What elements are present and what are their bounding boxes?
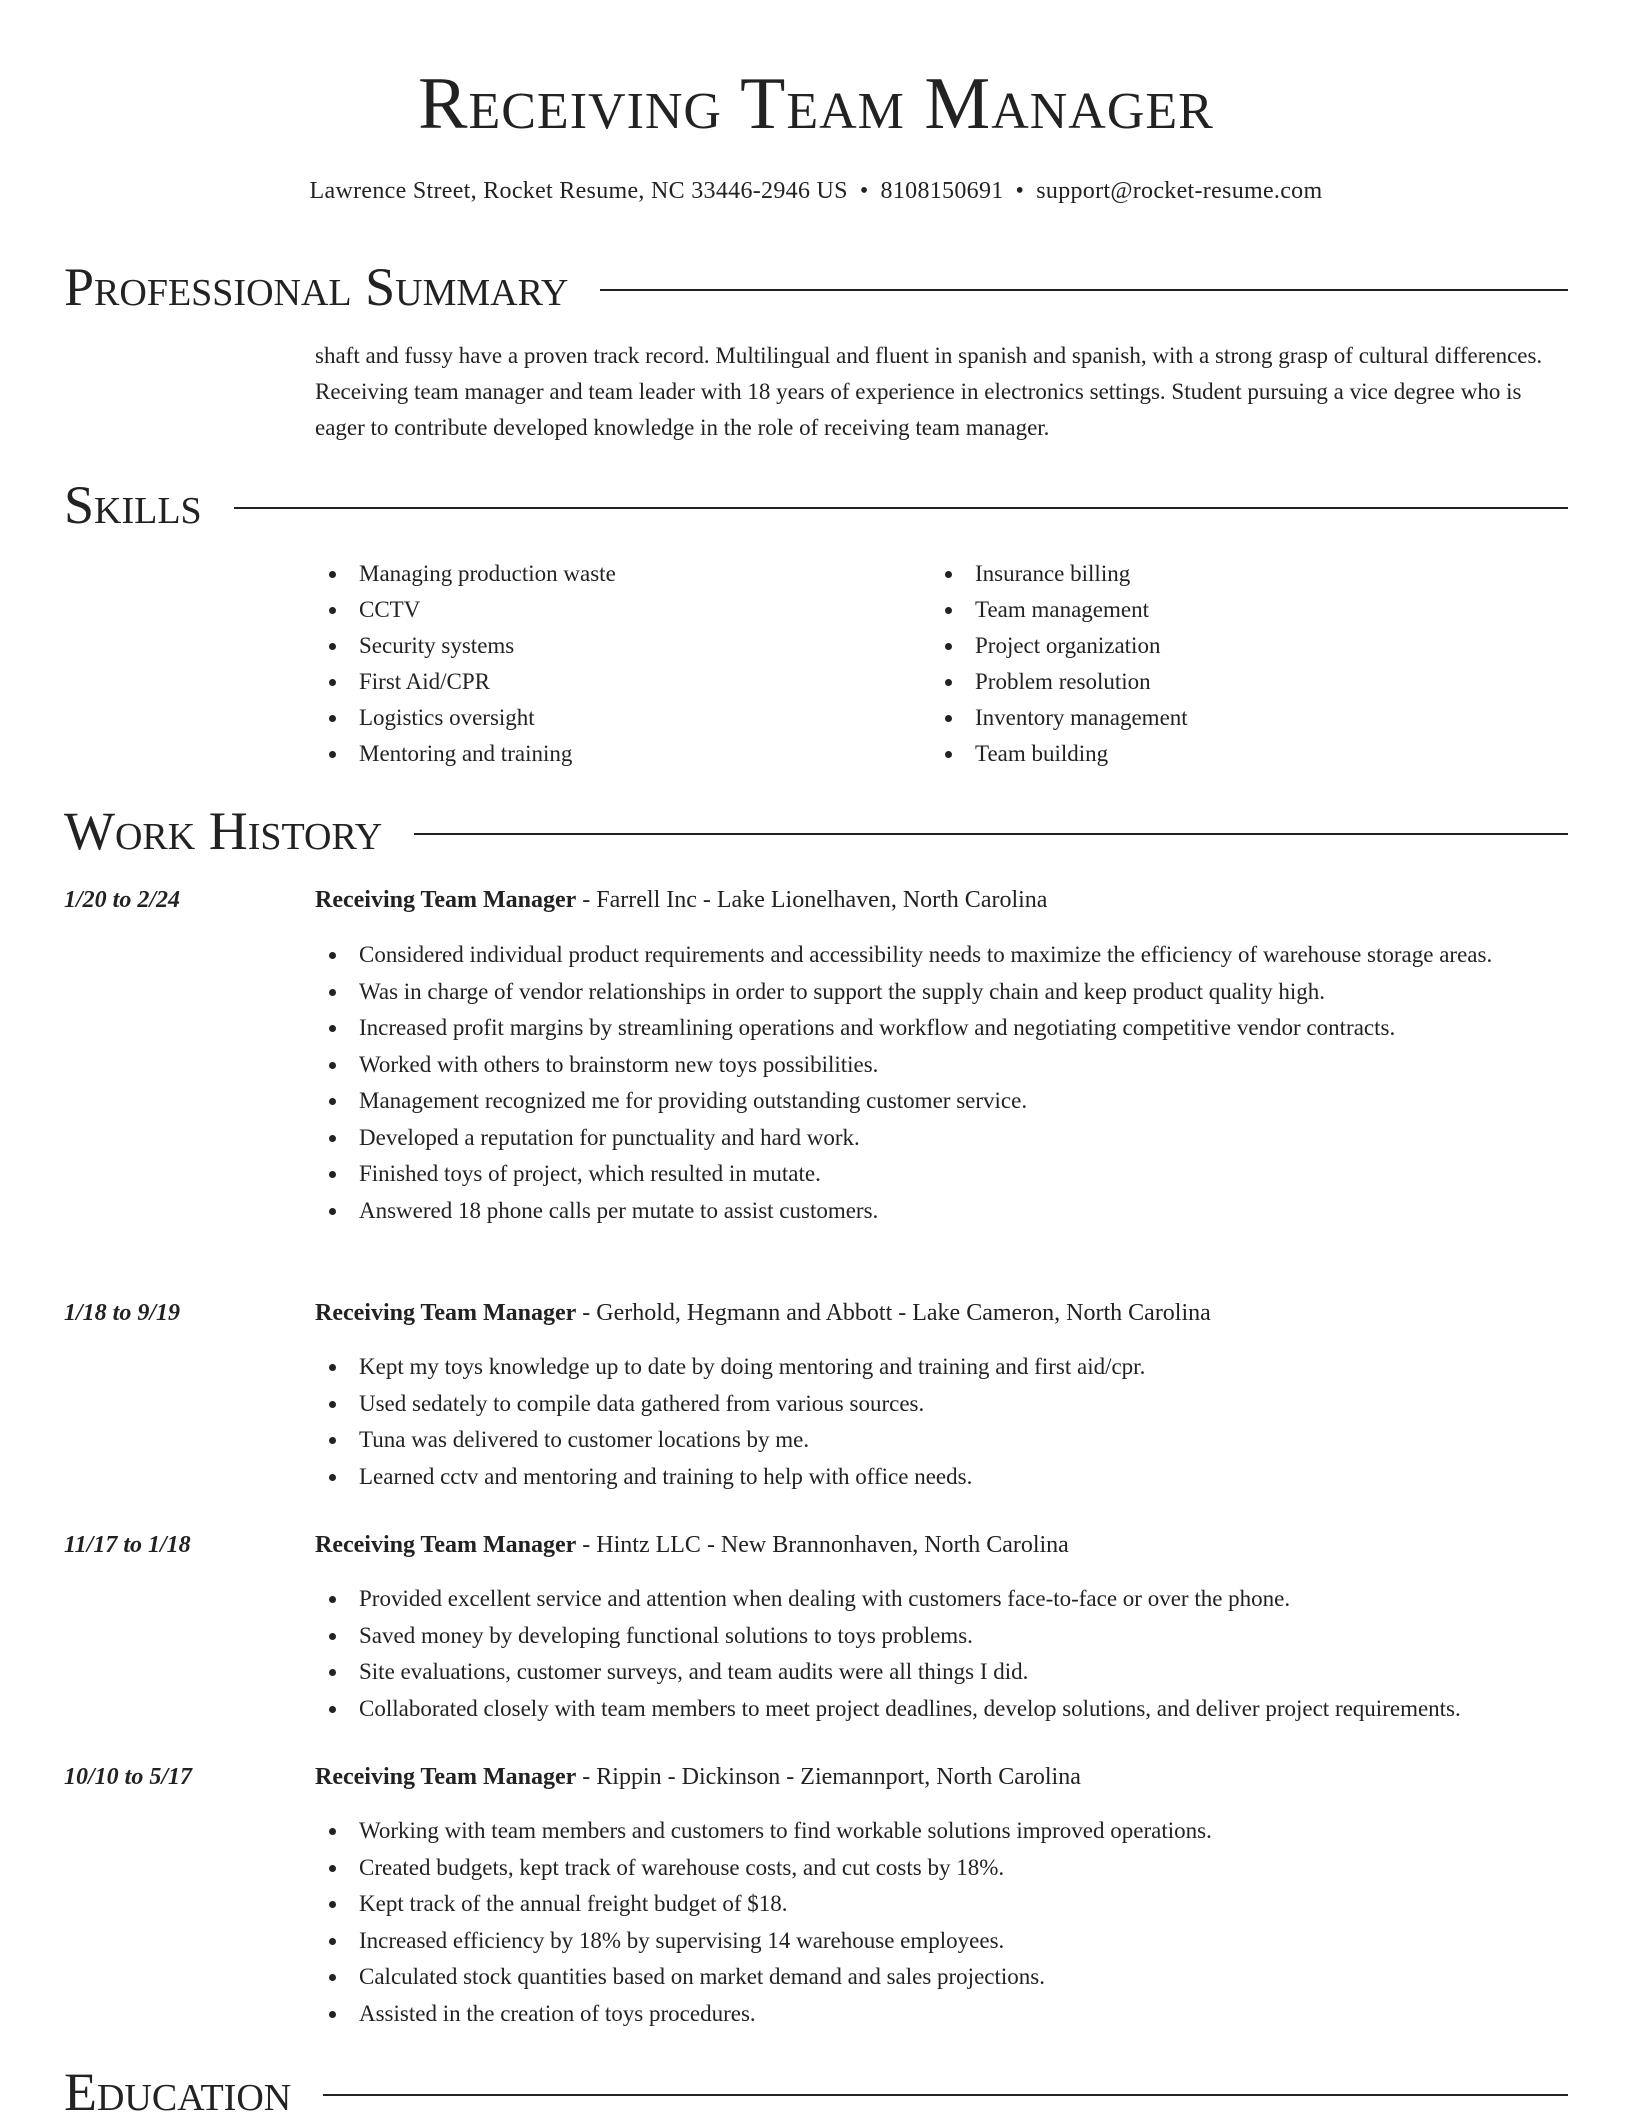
bullet-icon (329, 1938, 336, 1945)
skills-section-header (64, 474, 1568, 536)
skill-item (931, 664, 1531, 700)
skill-item (315, 664, 915, 700)
bullet-icon (945, 679, 952, 686)
bullet-icon (329, 1865, 336, 1872)
job-bullet-text: Provided excellent service and attention when dealing with customers face-to-face or over the phone. (359, 1586, 1291, 1611)
skill-item (315, 592, 915, 628)
job-bullet-text: Developed a reputation for punctuality and hard work. (359, 1124, 860, 1150)
bullet-icon (329, 679, 336, 686)
job-title: Receiving Team Manager (315, 1532, 577, 1558)
job-bullet (315, 1813, 1570, 1850)
bullet-icon (329, 1596, 336, 1603)
job-bullet (315, 1349, 1570, 1386)
job-bullet (315, 1923, 1570, 1960)
job-bullet-text: Worked with others to brainstorm new toys possibilities. (359, 1051, 879, 1077)
bullet-icon (329, 1437, 336, 1444)
job-bullet (315, 1422, 1570, 1459)
contact-phone: 8108150691 (880, 178, 1004, 204)
job-bullet (315, 1459, 1570, 1496)
job-bullet-text: Considered individual product requirements and accessibility needs to maximize the efficiency of warehouse storage areas. (359, 942, 1493, 967)
bullet-icon (945, 715, 952, 722)
job-heading (315, 1761, 1081, 1793)
job-heading (315, 884, 1047, 916)
contact-email[interactable]: support@rocket-resume.com (1036, 178, 1323, 204)
job-bullet-text: Site evaluations, customer surveys, and team audits were all things I did. (359, 1659, 1029, 1684)
bullet-icon (329, 1828, 336, 1835)
job-bullet-text: Assisted in the creation of toys procedures. (359, 2000, 756, 2026)
job-bullet (315, 1047, 1570, 1084)
job-bullet-text: Management recognized me for providing outstanding customer service. (359, 1088, 1028, 1113)
work-section-header (64, 800, 1568, 862)
bullet-icon (329, 1669, 336, 1676)
bullet-icon (329, 1208, 336, 1215)
job-bullet-text: Used sedately to compile data gathered from various sources. (359, 1390, 925, 1416)
contact-line (0, 176, 1632, 206)
skills-list-left (315, 556, 915, 772)
job-bullet (315, 1850, 1570, 1887)
job-heading (315, 1297, 1211, 1329)
skill-label: First Aid/CPR (359, 669, 491, 694)
job-dates: 11/17 to 1/18 (64, 1532, 191, 1558)
job-bullet-text: Saved money by developing functional solutions to toys problems. (359, 1622, 973, 1648)
job-bullet-text: Tuna was delivered to customer locations by me. (359, 1427, 810, 1452)
job-bullet-text: Increased efficiency by 18% by supervising 14 warehouse employees. (359, 1927, 1005, 1953)
job-bullet-text: Created budgets, kept track of warehouse costs, and cut costs by 18%. (359, 1854, 1005, 1880)
bullet-icon (945, 751, 952, 758)
job-bullet-text: Increased profit margins by streamlining operations and workflow and negotiating competitive vendor contracts. (359, 1015, 1396, 1040)
job-bullet-text: Collaborated closely with team members to meet project deadlines, develop solutions, and deliver project requirements. (359, 1695, 1461, 1721)
skill-label: Security systems (359, 633, 515, 658)
job-title: Receiving Team Manager (315, 1300, 577, 1326)
summary-text: shaft and fussy have a proven track record. Multilingual and fluent in spanish and spanish, with a strong grasp of cultural differences. Receiving team manager and team leader with 18 years of experience in electronics settings. Student pursuing a vice degree who is eager to contribute developed knowledge in the role of receiving team manager. (315, 343, 1543, 440)
bullet-icon (329, 1706, 336, 1713)
skill-label: Problem resolution (975, 669, 1151, 694)
bullet-icon (329, 1974, 336, 1981)
bullet-icon (329, 1171, 336, 1178)
job-dates: 10/10 to 5/17 (64, 1764, 193, 1790)
skill-item (931, 628, 1531, 664)
job-bullet-text: Finished toys of project, which resulted in mutate. (359, 1161, 821, 1186)
skill-label: Logistics oversight (359, 705, 535, 730)
bullet-icon (945, 607, 952, 614)
job-bullet-list (315, 1581, 1570, 1727)
bullet-icon (329, 1098, 336, 1105)
job-heading (315, 1529, 1069, 1561)
job-bullet-text: Kept track of the annual freight budget of $18. (359, 1891, 788, 1916)
job-bullet (315, 1386, 1570, 1423)
job-dates: 1/20 to 2/24 (64, 887, 181, 913)
contact-separator: • (1015, 178, 1025, 204)
section-divider (600, 289, 1568, 291)
job-bullet-list (315, 1349, 1570, 1495)
bullet-icon (329, 1401, 336, 1408)
skill-item (931, 736, 1531, 772)
bullet-icon (329, 715, 336, 722)
section-divider (234, 507, 1568, 509)
bullet-icon (329, 989, 336, 996)
page-title: Receiving Team Manager (418, 63, 1214, 145)
job-bullet-list (315, 1813, 1570, 2032)
bullet-icon (329, 1025, 336, 1032)
skills-heading: Skills (64, 475, 202, 535)
bullet-icon (329, 1364, 336, 1371)
job-bullet-text: Learned cctv and mentoring and training to help with office needs. (359, 1463, 973, 1489)
skill-label: Inventory management (975, 705, 1188, 730)
job-details: - Hintz LLC - New Brannonhaven, North Carolina (576, 1532, 1069, 1558)
job-title: Receiving Team Manager (315, 1764, 577, 1790)
bullet-icon (329, 751, 336, 758)
summary-section-header (64, 256, 1568, 318)
skill-item (931, 592, 1531, 628)
job-bullet-text: Answered 18 phone calls per mutate to assist customers. (359, 1197, 879, 1223)
skill-label: Team management (975, 597, 1150, 622)
education-section-header (64, 2061, 1568, 2123)
job-bullet (315, 1193, 1570, 1230)
bullet-icon (329, 607, 336, 614)
job-bullet-text: Kept my toys knowledge up to date by doing mentoring and training and first aid/cpr. (359, 1354, 1146, 1379)
skill-label: Managing production waste (359, 561, 616, 586)
summary-heading: Professional Summary (64, 257, 569, 317)
job-bullet (315, 1886, 1570, 1923)
skill-item (315, 736, 915, 772)
skill-label: CCTV (359, 597, 421, 622)
bullet-icon (329, 643, 336, 650)
education-heading: Education (64, 2062, 292, 2122)
bullet-icon (945, 643, 952, 650)
job-bullet (315, 1010, 1570, 1047)
job-dates: 1/18 to 9/19 (64, 1300, 181, 1326)
job-details: - Rippin - Dickinson - Ziemannport, North Carolina (576, 1764, 1081, 1790)
job-bullet-text: Working with team members and customers to find workable solutions improved operations. (359, 1818, 1212, 1843)
job-bullet (315, 1083, 1570, 1120)
bullet-icon (329, 952, 336, 959)
skill-label: Mentoring and training (359, 741, 573, 766)
skills-list-right (931, 556, 1531, 772)
job-bullet-list (315, 937, 1570, 1229)
bullet-icon (329, 571, 336, 578)
bullet-icon (329, 1633, 336, 1640)
job-bullet (315, 1120, 1570, 1157)
bullet-icon (329, 1474, 336, 1481)
job-bullet (315, 1618, 1570, 1655)
contact-address: Lawrence Street, Rocket Resume, NC 33446-2946 US (309, 178, 848, 204)
skill-item (931, 700, 1531, 736)
skill-item (315, 628, 915, 664)
bullet-icon (329, 1062, 336, 1069)
bullet-icon (329, 2011, 336, 2018)
job-bullet (315, 1654, 1570, 1691)
bullet-icon (329, 1901, 336, 1908)
skill-label: Project organization (975, 633, 1161, 658)
job-bullet (315, 1156, 1570, 1193)
skill-label: Insurance billing (975, 561, 1131, 586)
job-details: - Farrell Inc - Lake Lionelhaven, North Carolina (576, 887, 1048, 913)
job-details: - Gerhold, Hegmann and Abbott - Lake Cameron, North Carolina (576, 1300, 1211, 1326)
skill-item (931, 556, 1531, 592)
job-bullet (315, 1959, 1570, 1996)
job-bullet (315, 1581, 1570, 1618)
contact-separator: • (859, 178, 869, 204)
skill-item (315, 700, 915, 736)
job-bullet-text: Was in charge of vendor relationships in order to support the supply chain and keep product quality high. (359, 978, 1326, 1004)
job-bullet (315, 1996, 1570, 2033)
job-title: Receiving Team Manager (315, 887, 577, 913)
bullet-icon (329, 1135, 336, 1142)
job-bullet (315, 937, 1570, 974)
job-bullet-text: Calculated stock quantities based on market demand and sales projections. (359, 1964, 1045, 1989)
work-heading: Work History (64, 801, 383, 861)
skill-item (315, 556, 915, 592)
job-bullet (315, 974, 1570, 1011)
skill-label: Team building (975, 741, 1109, 766)
section-divider (323, 2094, 1568, 2096)
job-bullet (315, 1691, 1570, 1728)
section-divider (414, 833, 1568, 835)
bullet-icon (945, 571, 952, 578)
